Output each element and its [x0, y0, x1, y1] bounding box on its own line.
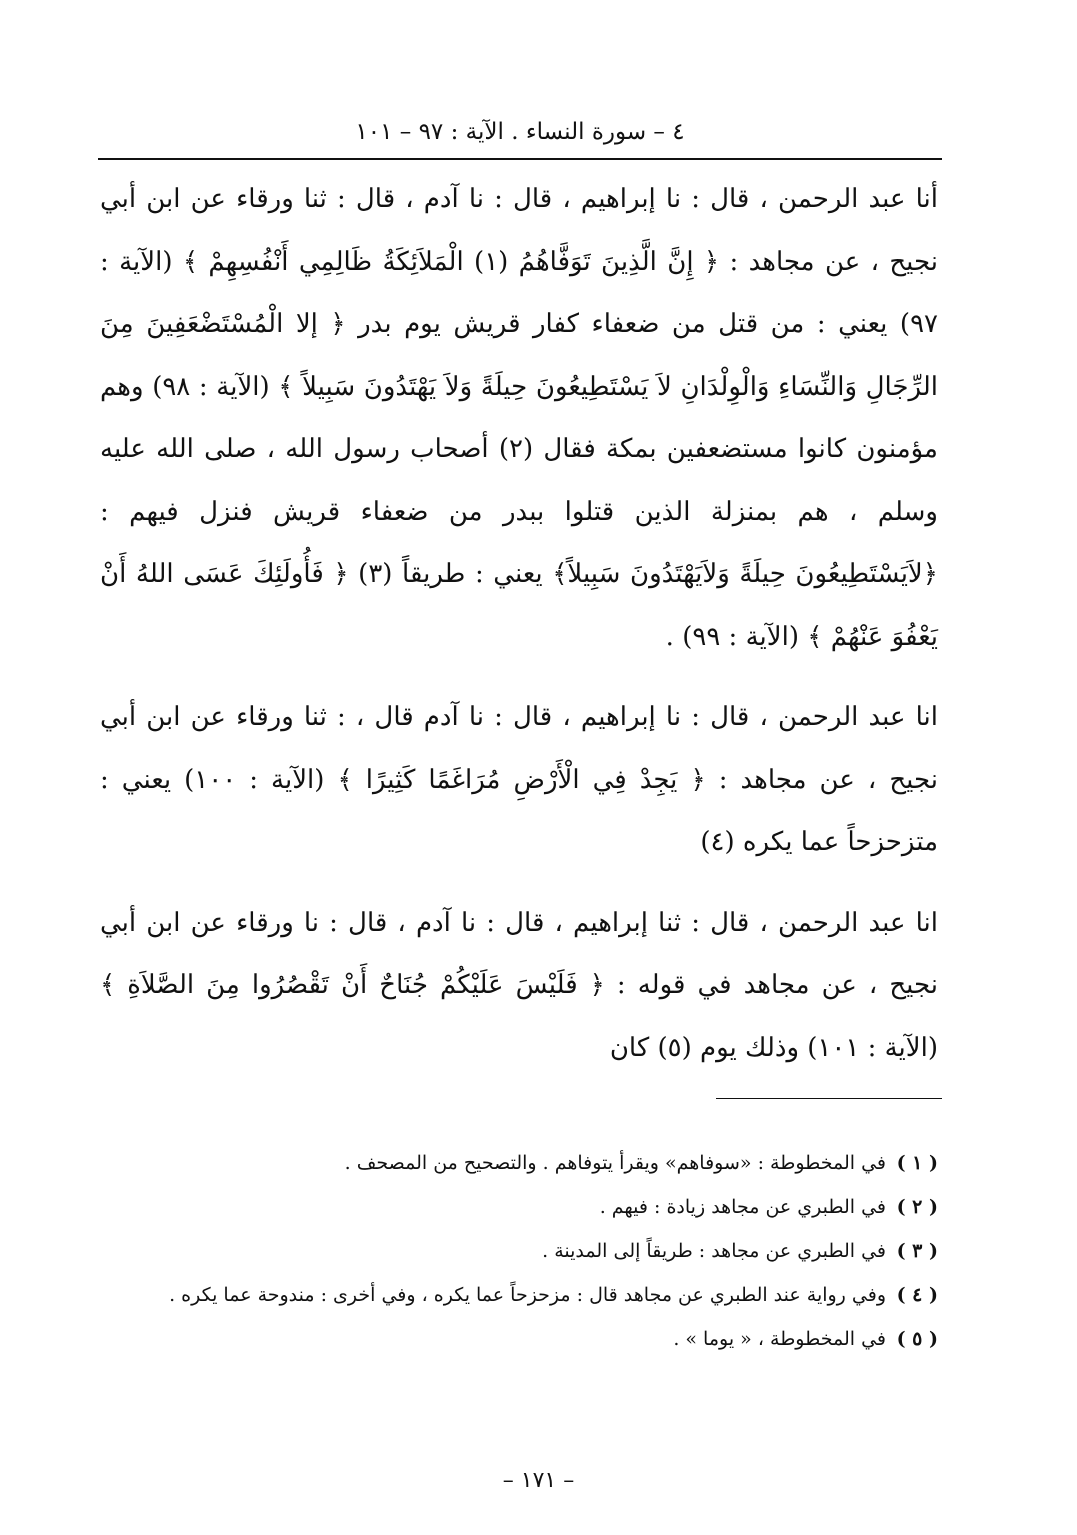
footnote-text: وفي رواية عند الطبري عن مجاهد قال : مزحزحاً عما يكره ، وفي أخرى : مندوحة عما يكره . — [169, 1284, 886, 1306]
footnote-number: ( ٤ ) — [896, 1284, 938, 1306]
footnote-text: في المخطوطة ، « يوما » . — [673, 1328, 886, 1350]
footnote-4 — [100, 1276, 938, 1314]
footnote-3 — [100, 1232, 938, 1270]
footnote-number: ( ١ ) — [896, 1152, 938, 1174]
footnote-number: ( ٥ ) — [896, 1328, 938, 1350]
paragraph-1: أنا عبد الرحمن ، قال : نا إبراهيم ، قال : نا آدم ، قال : ثنا ورقاء عن ابن أبي نجيح ، عن مجاهد : ﴿ إِنَّ الَّذِينَ تَوَفَّاهُمُ (١) الْمَلاَئِكَةُ ظَالِمِي أَنْفُسِهِمْ ﴾ (الآية : ٩٧) يعني : من قتل من ضعفاء كفار قريش يوم بدر ﴿ إلا الْمُسْتَضْعَفِينَ مِنَ الرِّجَالِ وَالنِّسَاءِ وَالْوِلْدَانِ لاَ يَسْتَطِيعُونَ حِيلَةً وَلاَ يَهْتَدُونَ سَبِيلاً ﴾ (الآية : ٩٨) وهم مؤمنون كانوا مستضعفين بمكة فقال (٢) أصحاب رسول الله ، صلى الله عليه وسلم ، هم بمنزلة الذين قتلوا ببدر من ضعفاء قريش فنزل فيهم : ﴿لاَيَسْتَطِيعُونَ حِيلَةً وَلاَيَهْتَدُونَ سَبِيلاً﴾ يعني : طريقاً (٣) ﴿ فَأُولَئِكَ عَسَى اللهُ أَنْ يَعْفُوَ عَنْهُمْ ﴾ (الآية : ٩٩) . — [100, 184, 939, 652]
header-rule — [98, 158, 942, 160]
page-number: – ١٧١ – — [502, 1468, 575, 1493]
footnote-text: في الطبري عن مجاهد : طريقاً إلى المدينة . — [542, 1240, 886, 1262]
footnote-number: ( ٢ ) — [896, 1196, 938, 1218]
footnote-2 — [100, 1188, 938, 1226]
footnote-1 — [100, 1144, 938, 1182]
footnote-number: ( ٣ ) — [896, 1240, 938, 1262]
footnote-text: في الطبري عن مجاهد زيادة : فيهم . — [599, 1196, 886, 1218]
footnote-rule — [716, 1098, 942, 1099]
paragraph-3: انا عبد الرحمن ، قال : ثنا إبراهيم ، قال : نا آدم ، قال : نا ورقاء عن ابن أبي نجيح ، عن مجاهد في قوله : ﴿ فَلَيْسَ عَلَيْكُمْ جُنَاحٌ أَنْ تَقْصُرُوا مِنَ الصَّلاَةِ ﴾ (الآية : ١٠١) وذلك يوم (٥) كان — [100, 907, 938, 1063]
paragraph-2: انا عبد الرحمن ، قال : نا إبراهيم ، قال : نا آدم قال ، : ثنا ورقاء عن ابن أبي نجيح ، عن مجاهد : ﴿ يَجِدْ فِي الْأَرْضِ مُرَاغَمًا كَثِيرًا ﴾ (الآية : ١٠٠) يعني : متزحزحاً عما يكره (٤) — [100, 702, 938, 857]
footnote-text: في المخطوطة : «سوفاهم» ويقرأ يتوفاهم . والتصحيح من المصحف . — [344, 1152, 886, 1174]
footnotes — [100, 1144, 938, 1364]
body-text — [100, 168, 938, 1079]
footnote-5 — [100, 1320, 938, 1358]
running-header: ٤ – سورة النساء . الآية : ٩٧ – ١٠١ — [355, 119, 685, 145]
